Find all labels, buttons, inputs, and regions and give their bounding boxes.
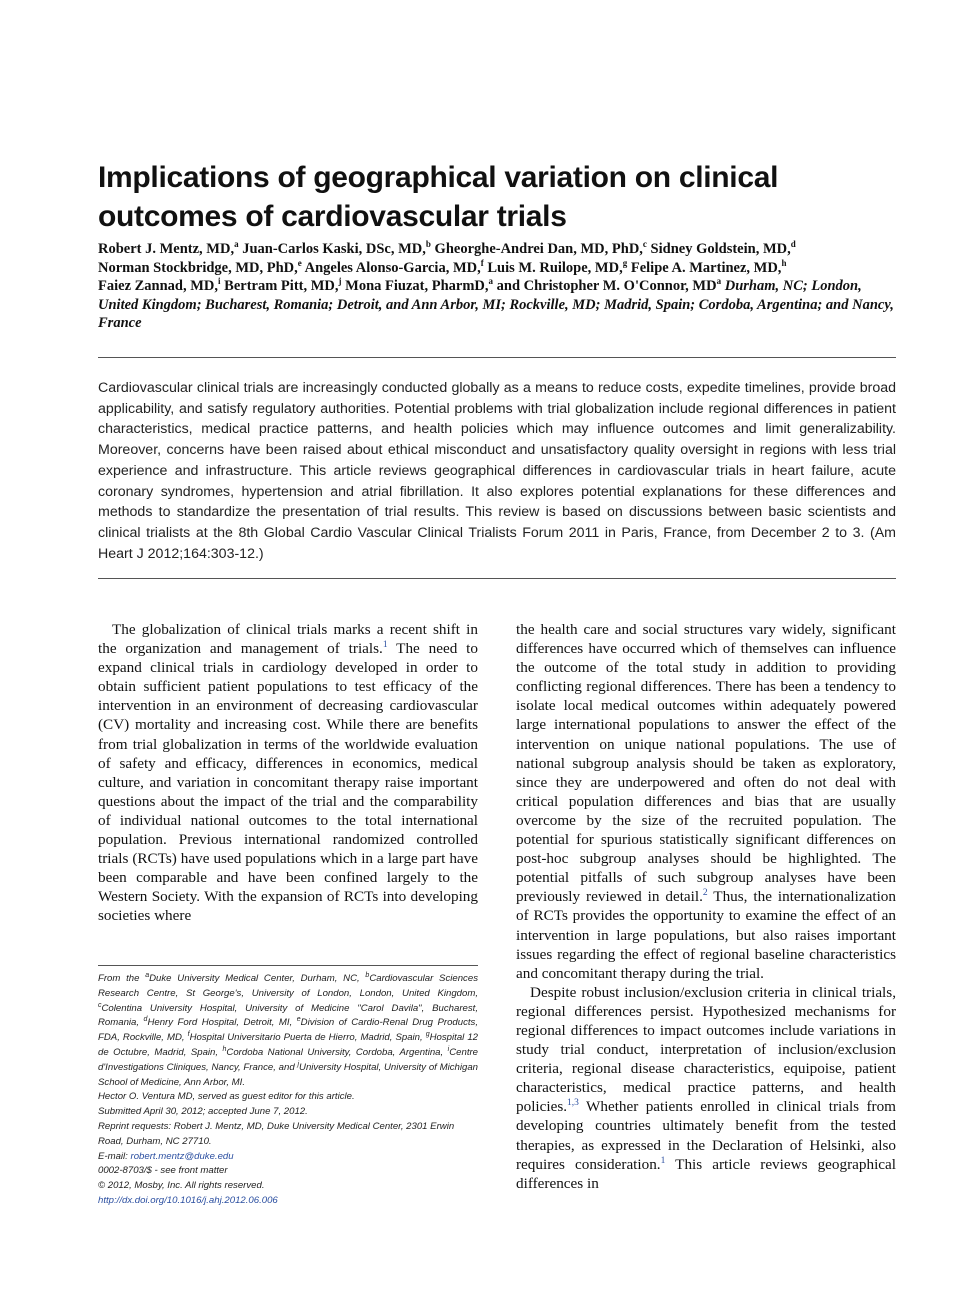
body-text: Despite robust inclusion/exclusion criteria in clinical trials, regional differences persist. Hypothesized mechanisms for regional differences to impact outcomes include variations in study trial conduct, interpretation of inclusion/exclusion criteria, regional disease characteristics, equipoise, patient characteristics, medical practice patterns, and health policies. <box>516 983 896 1116</box>
footnote-text: From the <box>98 973 140 984</box>
affiliation-marker: g <box>425 1031 430 1038</box>
footnotes <box>98 972 478 1209</box>
article-title: Implications of geographical variation on clinical outcomes of cardiovascular trials <box>98 161 779 233</box>
affiliation-marker: h <box>222 1045 227 1053</box>
abstract: Cardiovascular clinical trials are increasingly conducted globally as a means to reduce costs, expedite timelines, provide broad applicability, and satisfy regulatory authorities. Potential problems with trial globalization include regional differences in patient characteristics, medical practice patterns, and health policies which may influence outcomes and limit generalizability. Moreover, concerns have been raised about ethical misconduct and unsatisfactory quality oversight in regions with less trial experience and infrastructure. This article reviews geographical differences in cardiovascular trials in heart failure, acute coronary syndromes, hypertension and atrial fibrillation. It also explores potential explanations for these differences and methods to standardize the presentation of trial results. This review is based on discussions between basic scientists and clinical trialists at the 8th Global Cardio Vascular Clinical Trialists Forum 2011 in Paris, France, from December 2 to 3. (Am Heart J 2012;164:303-12.) <box>98 380 896 562</box>
body-text: The globalization of clinical trials marks a recent shift in the organization and management of trials. <box>98 621 478 658</box>
guest-editor-note: Hector O. Ventura MD, served as guest editor for this article. <box>98 1091 355 1103</box>
email-link[interactable]: robert.mentz@duke.edu <box>130 1150 234 1162</box>
header-divider <box>98 357 896 358</box>
author-affiliation-marker: c <box>642 239 647 250</box>
affiliation-marker: i <box>447 1045 450 1053</box>
author-name: Sidney Goldstein, MD, <box>650 241 791 257</box>
reprint-requests: Reprint requests: Robert J. Mentz, MD, Duke University Medical Center, 2301 Erwin Road, Durham, NC 27710. <box>98 1120 455 1147</box>
author-affiliation-marker: h <box>781 257 787 268</box>
author-affiliation-marker: j <box>338 276 342 287</box>
author-affiliation-marker: e <box>297 257 302 268</box>
citation-link[interactable]: 1 <box>660 1155 666 1166</box>
body-paragraph <box>516 620 896 983</box>
affiliation-text: University Hospital, University of Michigan School of Medicine, Ann Arbor, MI. <box>98 1061 479 1088</box>
email-label: E-mail: <box>98 1150 128 1162</box>
author-name: Angeles Alonso-Garcia, MD, <box>304 259 481 276</box>
body-paragraph <box>516 983 896 1193</box>
author-affiliation-marker: d <box>790 239 796 250</box>
copyright-line: © 2012, Mosby, Inc. All rights reserved. <box>98 1180 265 1192</box>
doi-link[interactable]: http://dx.doi.org/10.1016/j.ahj.2012.06.006 <box>98 1194 278 1206</box>
affiliation-text: Division of Cardio-Renal Drug Products, FDA, Rockville, MD, <box>98 1017 478 1044</box>
submission-dates: Submitted April 30, 2012; accepted June 7, 2012. <box>98 1106 308 1118</box>
author-name: Bertram Pitt, MD, <box>224 278 339 295</box>
author-affiliation-marker: f <box>480 257 484 268</box>
body-text: Whether patients enrolled in clinical trials from developing countries ultimately benefit from the tested therapies, as expressed in the Declaration of Helsinki, also requires consideration. <box>516 1098 896 1173</box>
affiliation-marker: a <box>145 971 150 979</box>
author-name: Juan-Carlos Kaski, DSc, MD, <box>242 241 426 257</box>
footnote-divider <box>98 965 478 966</box>
body-column-right <box>516 620 896 1193</box>
email-line <box>98 1150 478 1165</box>
author-affiliation-marker: a <box>488 276 494 287</box>
author-affiliation-marker: a <box>716 276 722 287</box>
author-affiliation-marker: b <box>425 239 431 250</box>
affiliation-marker: c <box>98 1001 102 1009</box>
author-name: Robert J. Mentz, MD, <box>98 241 235 257</box>
citation-link[interactable]: 1 <box>382 640 388 651</box>
affiliation-text: Colentina University Hospital, University of Medicine "Carol Davila", Bucharest, Romania, <box>98 1002 478 1029</box>
citation-link[interactable]: 1,3 <box>567 1098 579 1109</box>
affiliation-text: Hospital 12 de Octubre, Madrid, Spain, <box>98 1032 478 1058</box>
affiliations-footnote <box>98 972 478 1090</box>
author-list <box>98 240 898 333</box>
affiliation-text: Cordoba National University, Cordoba, Argentina, <box>226 1046 444 1058</box>
body-text: This article reviews geographical differences in <box>516 1155 896 1192</box>
body-text: the health care and social structures vary widely, significant differences have occurred which of themselves can influence the outcome of the total study in addition to providing conflicting regional differences. There has been a tendency to isolate local medical outcomes within adequately powered large international populations to answer the effect of the intervention on unique national populations. The use of national subgroup analysis should be taken as exploratory, since they are underpowered and often do not deal with critical population differences and bias that are usually overcome by the size of the recruited population. The potential for spurious statistically significant differences on post-hoc subgroup analyses should be highlighted. The potential pitfalls of such subgroup analyses have been previously reviewed in detail. <box>516 621 896 906</box>
affiliation-marker: f <box>187 1031 190 1038</box>
abstract-divider <box>98 578 896 579</box>
affiliation-marker: e <box>296 1016 301 1024</box>
affiliation-text: Cardiovascular Sciences Research Centre, St George's, University of London, London, United Kingdom, <box>98 973 478 999</box>
author-affiliation-marker: i <box>218 276 221 287</box>
body-column-left <box>98 620 478 926</box>
author-name: Luis M. Ruilope, MD, <box>487 259 623 276</box>
body-paragraph <box>98 620 478 926</box>
body-text: The need to expand clinical trials in cardiology developed in order to obtain sufficient patient populations to test efficacy of the intervention in an environment of decreasing cardiovascular (CV) mortality and increasing cost. While there are benefits from trial globalization in terms of the worldwide evaluation of safety and efficacy, differences in economics, medical culture, and variation in concomitant therapy raise important questions about the impact of the trial and the comparability of individual national outcomes to the total international population. Previous international randomized controlled trials (RCTs) have used populations which in a large part have been comparable and have been confined largely to the Western Society. With the expansion of RCTs into developing societies where <box>98 640 478 925</box>
author-affiliation-marker: g <box>622 257 628 268</box>
affiliation-marker: j <box>297 1060 300 1068</box>
author-affiliation-marker: a <box>234 239 239 250</box>
author-name: Norman Stockbridge, MD, PhD, <box>98 259 298 276</box>
author-name: Faiez Zannad, MD, <box>98 278 219 295</box>
author-name: Mona Fiuzat, PharmD, <box>345 278 489 295</box>
author-name: Gheorghe-Andrei Dan, MD, PhD, <box>434 241 643 257</box>
author-name: Felipe A. Martinez, MD, <box>630 259 782 276</box>
citation-link[interactable]: 2 <box>702 888 708 899</box>
affiliation-text: Centre d'Investigations Cliniques, Nancy, France, and <box>98 1046 479 1073</box>
body-text: Thus, the internationalization of RCTs provides the opportunity to examine the effect of an intervention in large populations, but also raises important issues regarding the effect of regional baseline characteristics and concomitant therapy during the trial. <box>516 888 896 982</box>
affiliation-marker: d <box>143 1016 148 1024</box>
affiliation-marker: b <box>365 971 370 979</box>
affiliation-text: Hospital Universitario Puerta de Hierro, Madrid, Spain, <box>189 1032 423 1044</box>
affiliation-text: Henry Ford Hospital, Detroit, MI, <box>147 1017 293 1029</box>
affiliation-text: Duke University Medical Center, Durham, NC, <box>149 973 360 984</box>
author-name: and Christopher M. O'Connor, MD <box>496 278 717 295</box>
author-locations: Durham, NC; London, United Kingdom; Bucharest, Romania; Detroit, and Ann Arbor, MI; Rockville, MD; Madrid, Spain; Cordoba, Argentina; and Nancy, France <box>98 278 894 332</box>
issn-line: 0002-8703/$ - see front matter <box>98 1165 228 1177</box>
